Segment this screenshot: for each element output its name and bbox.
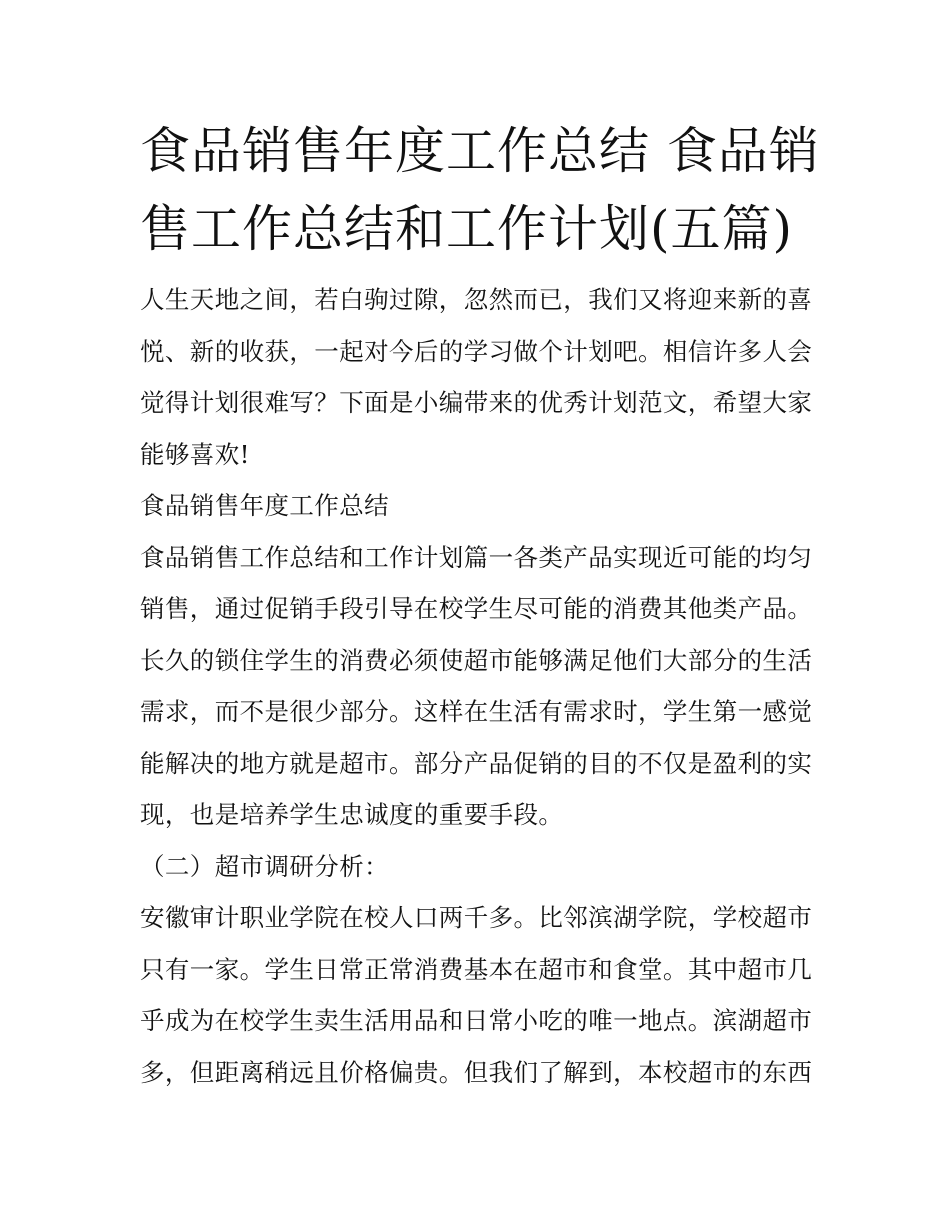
paragraph-line: 乎成为在校学生卖生活用品和日常小吃的唯一地点。滨湖超市 xyxy=(140,1006,813,1035)
intro-line: 悦、新的收获，一起对今后的学习做个计划吧。相信许多人会 xyxy=(140,336,813,366)
intro-line: 人生天地之间，若白驹过隙，忽然而已，我们又将迎来新的喜 xyxy=(140,285,813,314)
paragraph-line: 长久的锁住学生的消费必须使超市能够满足他们大部分的生活 xyxy=(140,645,813,675)
paragraph-line: 食品销售工作总结和工作计划篇一各类产品实现近可能的均匀 xyxy=(140,542,813,572)
paragraph-line: 现，也是培养学生忠诚度的重要手段。 xyxy=(140,800,564,829)
paragraph-line: 能解决的地方就是超市。部分产品促销的目的不仅是盈利的实 xyxy=(140,748,813,778)
section-heading: 食品销售年度工作总结 xyxy=(140,491,389,520)
paragraph-line: 多，但距离稍远且价格偏贵。但我们了解到，本校超市的东西 xyxy=(140,1057,813,1087)
paragraph-line: 需求，而不是很少部分。这样在生活有需求时，学生第一感觉 xyxy=(140,697,813,726)
paragraph-line: 安徽审计职业学院在校人口两千多。比邻滨湖学院，学校超市 xyxy=(140,903,813,932)
title-line: 食品销售年度工作总结 食品销 xyxy=(140,122,820,180)
document-body xyxy=(140,274,820,1098)
intro-line: 觉得计划很难写？下面是小编带来的优秀计划范文，希望大家 xyxy=(140,388,813,417)
paragraph-line: 只有一家。学生日常正常消费基本在超市和食堂。其中超市几 xyxy=(140,954,813,984)
subsection-heading: （二）超市调研分析： xyxy=(140,851,389,881)
title-line: 售工作总结和工作计划(五篇) xyxy=(140,200,794,258)
document-title xyxy=(140,112,820,268)
paragraph-line: 销售，通过促销手段引导在校学生尽可能的消费其他类产品。 xyxy=(140,594,813,623)
intro-line: 能够喜欢! xyxy=(140,439,250,469)
